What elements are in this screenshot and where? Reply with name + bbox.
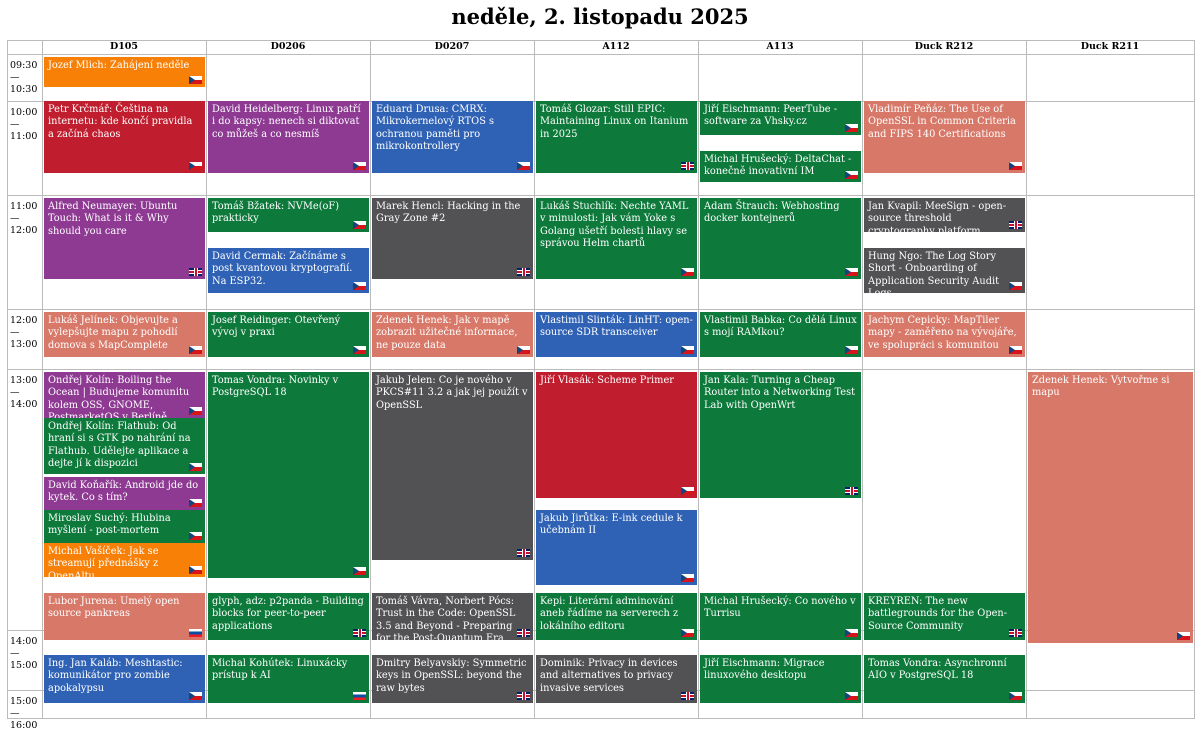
uk-flag-icon bbox=[353, 629, 366, 637]
event-card[interactable] bbox=[1028, 372, 1193, 643]
czech-flag-icon bbox=[845, 268, 858, 276]
grid-line-vertical bbox=[370, 40, 371, 718]
uk-flag-icon bbox=[517, 549, 530, 557]
event-card[interactable] bbox=[864, 101, 1025, 173]
czech-flag-icon bbox=[189, 346, 202, 354]
czech-flag-icon bbox=[353, 567, 366, 575]
grid-line-vertical bbox=[534, 40, 535, 718]
schedule-grid bbox=[7, 40, 1195, 731]
slovak-flag-icon bbox=[353, 692, 366, 700]
event-title: David Cermak: Začínáme s post kvantovou kryptografií. Na ESP32. bbox=[212, 251, 353, 287]
event-title: Eduard Drusa: CMRX: Mikrokernelový RTOS s ochranou paměti pro mikrokontrollery bbox=[376, 104, 495, 153]
event-card[interactable] bbox=[44, 57, 205, 87]
slovak-flag-icon bbox=[189, 629, 202, 637]
time-label bbox=[10, 375, 40, 411]
czech-flag-icon bbox=[517, 346, 530, 354]
event-title: Tomáš Glozar: Still EPIC: Maintaining Linux on Itanium in 2025 bbox=[540, 104, 689, 140]
event-card[interactable] bbox=[208, 198, 369, 232]
time-sep: — bbox=[10, 119, 20, 130]
event-title: Ing. Jan Kaláb: Meshtastic: komunikátor pro zombie apokalypsu bbox=[48, 658, 183, 694]
grid-line-vertical bbox=[1026, 40, 1027, 718]
uk-flag-icon bbox=[681, 692, 694, 700]
grid-line-vertical bbox=[862, 40, 863, 718]
czech-flag-icon bbox=[189, 566, 202, 574]
event-card[interactable] bbox=[536, 101, 697, 173]
event-card[interactable] bbox=[536, 372, 697, 498]
event-title: Jiří Eischmann: Migrace linuxového desktopu bbox=[704, 658, 825, 682]
event-title: Jozef Mlich: Zahájení neděle bbox=[48, 60, 190, 71]
time-sep: — bbox=[10, 72, 20, 83]
event-title: Vlastimil Slinták: LinHT: open-source SDR transceiver bbox=[540, 315, 693, 339]
czech-flag-icon bbox=[845, 629, 858, 637]
time-to: 12:00 bbox=[10, 225, 38, 236]
event-card[interactable] bbox=[44, 510, 205, 543]
event-card[interactable] bbox=[700, 198, 861, 279]
uk-flag-icon bbox=[189, 268, 202, 276]
event-title: Jakub Jelen: Co je nového v PKCS#11 3.2 a jak jej použít v OpenSSL bbox=[376, 375, 528, 411]
event-title: Vlastimil Babka: Co dělá Linux s mojí RAMkou? bbox=[704, 315, 857, 339]
event-card[interactable] bbox=[536, 312, 697, 357]
event-card[interactable] bbox=[44, 655, 205, 703]
time-sep: — bbox=[10, 327, 20, 338]
czech-flag-icon bbox=[189, 499, 202, 507]
event-card[interactable] bbox=[44, 418, 205, 474]
column-header: D0206 bbox=[270, 41, 306, 52]
event-card[interactable] bbox=[44, 101, 205, 173]
czech-flag-icon bbox=[845, 124, 858, 132]
event-card[interactable] bbox=[372, 198, 533, 279]
page-title: neděle, 2. listopadu 2025 bbox=[451, 4, 749, 29]
time-to: 10:30 bbox=[10, 84, 38, 95]
czech-flag-icon bbox=[681, 629, 694, 637]
uk-flag-icon bbox=[1009, 221, 1022, 229]
event-card[interactable] bbox=[44, 198, 205, 279]
czech-flag-icon bbox=[845, 171, 858, 179]
event-card[interactable] bbox=[372, 312, 533, 357]
time-label bbox=[10, 107, 40, 143]
column-header: Duck R212 bbox=[914, 41, 974, 52]
event-card[interactable] bbox=[208, 312, 369, 357]
event-card[interactable] bbox=[700, 655, 861, 703]
czech-flag-icon bbox=[1009, 692, 1022, 700]
event-title: David Heidelberg: Linux patří i do kapsy: nenech si diktovat co můžeš a co nesmíš bbox=[212, 104, 361, 140]
event-title: Zdenek Henek: Vytvořme si mapu bbox=[1032, 375, 1170, 399]
event-title: Michal Vašíček: Jak se streamují přednášky z OpenAltu bbox=[48, 546, 159, 582]
czech-flag-icon bbox=[681, 574, 694, 582]
column-header: D0207 bbox=[434, 41, 470, 52]
event-card[interactable] bbox=[44, 593, 205, 640]
time-label bbox=[10, 201, 40, 237]
time-label bbox=[10, 315, 40, 351]
time-sep: — bbox=[10, 213, 20, 224]
event-card[interactable] bbox=[864, 198, 1025, 237]
time-sep: — bbox=[10, 708, 20, 719]
grid-line-vertical bbox=[1194, 40, 1195, 718]
time-to: 13:00 bbox=[10, 339, 38, 350]
event-title: Alfred Neumayer: Ubuntu Touch: What is it & Why should you care bbox=[48, 201, 178, 237]
event-title: Michal Kohútek: Linuxácky prístup k AI bbox=[212, 658, 348, 682]
czech-flag-icon bbox=[353, 346, 366, 354]
event-card[interactable] bbox=[208, 101, 369, 173]
time-from: 13:00 bbox=[10, 375, 38, 386]
time-to: 11:00 bbox=[10, 131, 38, 142]
czech-flag-icon bbox=[517, 162, 530, 170]
event-title: glyph, adz: p2panda - Building blocks for peer-to-peer applications bbox=[212, 596, 364, 632]
time-from: 12:00 bbox=[10, 315, 38, 326]
event-title: Marek Hencl: Hacking in the Gray Zone #2 bbox=[376, 201, 521, 225]
uk-flag-icon bbox=[1009, 629, 1022, 637]
time-from: 11:00 bbox=[10, 201, 38, 212]
czech-flag-icon bbox=[1009, 162, 1022, 170]
event-title: Ondřej Kolín: Flathub: Od hraní si s GTK po nahrání na Flathub. Udělejte aplikace a dejte jí k dispozici bbox=[48, 421, 191, 470]
czech-flag-icon bbox=[845, 346, 858, 354]
time-sep: — bbox=[10, 387, 20, 398]
event-title: Josef Reidinger: Otevřený vývoj v praxi bbox=[212, 315, 341, 339]
event-title: Tomáš Vávra, Norbert Pócs: Trust in the Code: OpenSSL 3.5 and Beyond - Preparing for the Post-Quantum Era bbox=[376, 596, 516, 645]
column-header: D105 bbox=[109, 41, 139, 52]
event-card[interactable] bbox=[372, 655, 533, 703]
event-title: Ondřej Kolín: Boiling the Ocean | Budujeme komunitu kolem OSS, GNOME, bbox=[48, 375, 190, 411]
grid-line-horizontal bbox=[7, 195, 1195, 196]
event-card[interactable] bbox=[700, 593, 861, 640]
event-card[interactable] bbox=[208, 248, 369, 293]
event-card[interactable] bbox=[700, 312, 861, 357]
grid-line-horizontal bbox=[7, 369, 1195, 370]
grid-line-vertical bbox=[42, 40, 43, 718]
event-title: Jakub Jirůtka: E-ink cedule k učebnám II bbox=[540, 513, 683, 537]
event-card[interactable] bbox=[864, 248, 1025, 300]
event-title: Jiří Vlasák: Scheme Primer bbox=[540, 375, 674, 386]
event-title: Jan Kvapil: MeeSign - open-source threshold cryptography platform bbox=[868, 201, 1007, 237]
event-title: Jiří Eischmann: PeerTube - software za Vhsky.cz bbox=[704, 104, 838, 128]
column-header: Duck R211 bbox=[1080, 41, 1140, 52]
grid-line-horizontal bbox=[7, 54, 1195, 55]
event-title: Michal Hrušecký: DeltaChat - konečně inovativní IM bbox=[704, 154, 852, 178]
event-card[interactable] bbox=[44, 372, 205, 418]
grid-line-vertical bbox=[698, 40, 699, 718]
uk-flag-icon bbox=[681, 162, 694, 170]
czech-flag-icon bbox=[681, 346, 694, 354]
event-title: Hung Ngo: The Log Story Short - Onboarding of Application Security Audit Logs bbox=[868, 251, 1000, 300]
event-title: David Koňařík: Android jde do kytek. Co s tím? bbox=[48, 480, 199, 504]
event-card[interactable] bbox=[44, 312, 205, 357]
grid-line-horizontal bbox=[7, 309, 1195, 310]
czech-flag-icon bbox=[1009, 346, 1022, 354]
event-title: Adam Štrauch: Webhosting docker kontejnerů bbox=[704, 201, 840, 225]
event-card[interactable] bbox=[372, 101, 533, 173]
grid-line-vertical bbox=[206, 40, 207, 718]
time-to: 16:00 bbox=[10, 720, 38, 731]
czech-flag-icon bbox=[845, 692, 858, 700]
event-title: Jachym Cepicky: MapTiler mapy - zaměřeno na vývojáře, ve spolupráci s komunitou bbox=[868, 315, 1017, 351]
uk-flag-icon bbox=[517, 692, 530, 700]
event-card[interactable] bbox=[44, 543, 205, 582]
event-card[interactable] bbox=[536, 510, 697, 585]
event-title: Zdenek Henek: Jak v mapě zobrazit užitečné informace, ne pouze data bbox=[376, 315, 518, 351]
time-label bbox=[10, 696, 40, 732]
czech-flag-icon bbox=[681, 487, 694, 495]
time-to: 14:00 bbox=[10, 399, 38, 410]
event-card[interactable] bbox=[536, 198, 697, 279]
event-card[interactable] bbox=[700, 372, 861, 498]
czech-flag-icon bbox=[353, 221, 366, 229]
czech-flag-icon bbox=[189, 162, 202, 170]
event-card[interactable] bbox=[700, 151, 861, 182]
time-from: 15:00 bbox=[10, 696, 38, 707]
time-to: 15:00 bbox=[10, 660, 38, 671]
event-card[interactable] bbox=[864, 593, 1025, 640]
event-title: Lukáš Stuchlík: Nechte YAML v minulosti: Jak vám Yoke s Golang ušetří bolesti hlavy se správou Helm chartů bbox=[540, 201, 689, 250]
uk-flag-icon bbox=[845, 487, 858, 495]
czech-flag-icon bbox=[189, 532, 202, 540]
event-title: Kepi: Literární adminování aneb řádíme na serverech z lokálního editoru bbox=[540, 596, 679, 632]
czech-flag-icon bbox=[189, 692, 202, 700]
time-label bbox=[10, 636, 40, 672]
column-header: A113 bbox=[766, 41, 794, 52]
event-card[interactable] bbox=[44, 477, 205, 510]
event-card[interactable] bbox=[864, 312, 1025, 357]
grid-line-vertical bbox=[7, 40, 8, 718]
column-header: A112 bbox=[602, 41, 630, 52]
czech-flag-icon bbox=[353, 162, 366, 170]
czech-flag-icon bbox=[1009, 282, 1022, 290]
event-title: Lubor Jurena: Umelý open source pankreas bbox=[48, 596, 180, 620]
event-title: Vladimír Peňáz: The Use of OpenSSL in Common Criteria and FIPS 140 Certifications bbox=[868, 104, 1016, 140]
event-card[interactable] bbox=[208, 593, 369, 640]
grid-line-horizontal bbox=[7, 718, 1195, 719]
czech-flag-icon bbox=[189, 407, 202, 415]
czech-flag-icon bbox=[681, 268, 694, 276]
event-title: Tomas Vondra: Novinky v PostgreSQL 18 bbox=[212, 375, 339, 399]
time-label bbox=[10, 60, 40, 96]
time-from: 09:30 bbox=[10, 60, 38, 71]
event-title: Tomas Vondra: Asynchronní AIO v PostgreSQL 18 bbox=[868, 658, 1007, 682]
time-sep: — bbox=[10, 648, 20, 659]
czech-flag-icon bbox=[1177, 632, 1190, 640]
event-title: Lukáš Jelínek: Objevujte a vylepšujte mapu z pohodlí domova s MapComplete bbox=[48, 315, 178, 351]
event-card[interactable] bbox=[372, 372, 533, 560]
uk-flag-icon bbox=[517, 268, 530, 276]
event-card[interactable] bbox=[372, 593, 533, 645]
event-card[interactable] bbox=[536, 593, 697, 640]
event-card[interactable] bbox=[700, 101, 861, 135]
event-card[interactable] bbox=[208, 655, 369, 703]
czech-flag-icon bbox=[353, 282, 366, 290]
time-from: 14:00 bbox=[10, 636, 38, 647]
event-title: Jan Kala: Turning a Cheap Router into a Networking Test Lab with OpenWrt bbox=[704, 375, 856, 411]
event-title: Dmitry Belyavskiy: Symmetric keys in OpenSSL: beyond the raw bytes bbox=[376, 658, 527, 694]
czech-flag-icon bbox=[189, 76, 202, 84]
event-card[interactable] bbox=[536, 655, 697, 703]
time-from: 10:00 bbox=[10, 107, 38, 118]
uk-flag-icon bbox=[517, 629, 530, 637]
event-title: Tomáš Bžatek: NVMe(oF) prakticky bbox=[212, 201, 340, 225]
event-title: Miroslav Suchý: Hlubina myšlení - post-mortem bbox=[48, 513, 171, 537]
event-title: Dominik: Privacy in devices and alternatives to privacy invasive services bbox=[540, 658, 678, 694]
event-title: Michal Hrušecký: Co nového v Turrisu bbox=[704, 596, 856, 620]
event-card[interactable] bbox=[208, 372, 369, 578]
event-title: Petr Krčmář: Čeština na internetu: kde končí pravidla a začíná chaos bbox=[48, 104, 193, 140]
event-card[interactable] bbox=[864, 655, 1025, 703]
event-title: KREYREN: The new battlegrounds for the Open-Source Community bbox=[868, 596, 1008, 632]
czech-flag-icon bbox=[189, 463, 202, 471]
